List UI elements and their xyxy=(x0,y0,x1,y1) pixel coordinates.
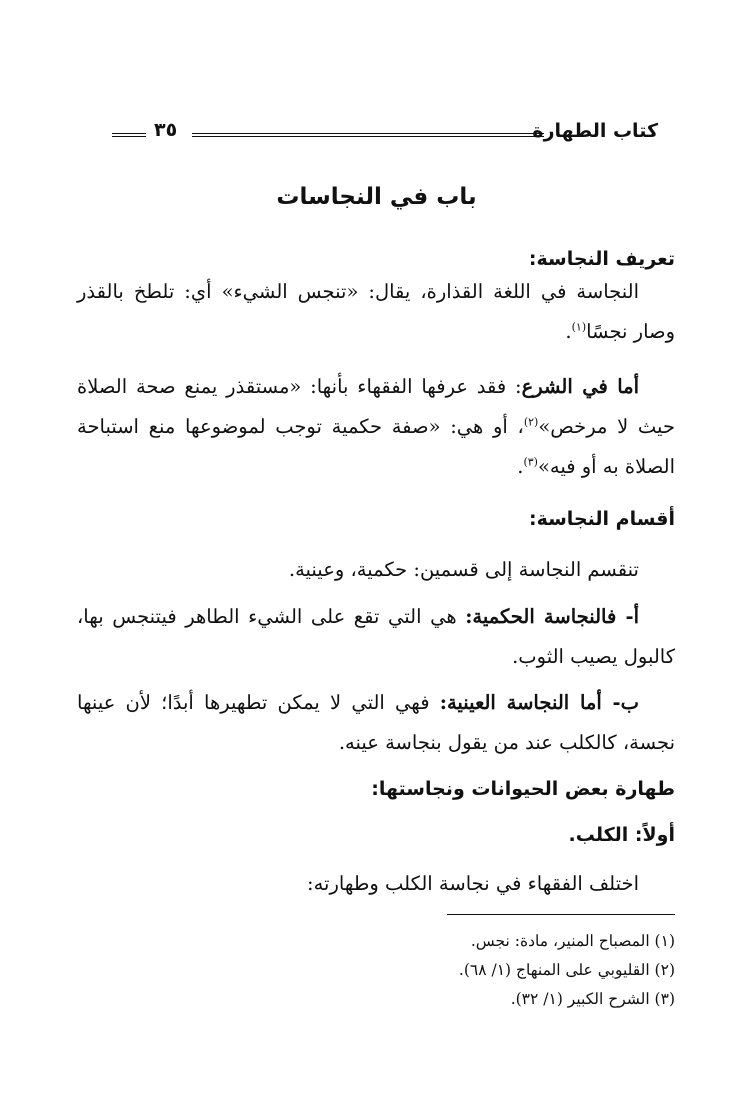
types-paragraph: تنقسم النجاسة إلى قسمين: حكمية، وعينية. xyxy=(288,558,639,581)
paragraph-text-b: ، أو هي: «صفة حكمية توجب لموضوعها منع استباحة الصلاة به أو فيه» xyxy=(77,415,675,478)
header-rule-long xyxy=(192,133,544,137)
footnote-3: (٣) الشرح الكبير (١/ ٣٢). xyxy=(510,990,675,1008)
header-rule-short xyxy=(112,133,146,137)
page-number: ٣٥ xyxy=(154,119,178,141)
types-heading: أقسام النجاسة: xyxy=(529,508,675,530)
hukmi-paragraph xyxy=(77,597,675,677)
running-header xyxy=(112,120,658,152)
footnote-1: (١) المصباح المنير، مادة: نجس. xyxy=(470,932,675,950)
paragraph-lead: أ- فالنجاسة الحكمية: xyxy=(465,605,639,628)
paragraph-text: هي التي تقع على الشيء الطاهر فيتنجس بها، كالبول يصيب الثوب. xyxy=(77,605,675,668)
animals-heading: طهارة بعض الحيوانات ونجاستها: xyxy=(371,778,675,800)
first-dog-heading: أولاً: الكلب. xyxy=(568,824,675,846)
definition-heading: تعريف النجاسة: xyxy=(528,248,675,270)
paragraph-text-a: : فقد عرفها الفقهاء بأنها: «مستقذر يمنع صحة الصلاة حيث لا مرخص» xyxy=(77,375,675,438)
dog-paragraph: اختلف الفقهاء في نجاسة الكلب وطهارته: xyxy=(307,872,639,895)
definition-paragraph-shariah xyxy=(77,367,675,487)
footnote-ref-2: (٢) xyxy=(523,415,539,429)
running-title: كتاب الطهارة xyxy=(532,120,658,142)
paragraph-end: . xyxy=(517,455,524,478)
footnote-separator xyxy=(447,914,675,915)
paragraph-end: . xyxy=(565,320,572,343)
paragraph-lead: ب- أما النجاسة العينية: xyxy=(439,691,639,714)
footnote-ref-1: (١) xyxy=(571,320,587,334)
paragraph-text: النجاسة في اللغة القذارة، يقال: «تنجس الشيء» أي: تلطخ بالقذر وصار نجسًا xyxy=(77,280,675,343)
aini-paragraph xyxy=(77,683,675,763)
footnote-2: (٢) القليوبي على المنهاج (١/ ٦٨). xyxy=(458,961,675,979)
chapter-title: باب في النجاسات xyxy=(276,184,477,210)
definition-paragraph-language xyxy=(77,272,675,352)
paragraph-lead: أما في الشرع xyxy=(521,375,639,398)
paragraph-text: فهي التي لا يمكن تطهيرها أبدًا؛ لأن عينها نجسة، كالكلب عند من يقول بنجاسة عينه. xyxy=(77,691,675,754)
footnote-ref-3: (٣) xyxy=(523,455,538,469)
